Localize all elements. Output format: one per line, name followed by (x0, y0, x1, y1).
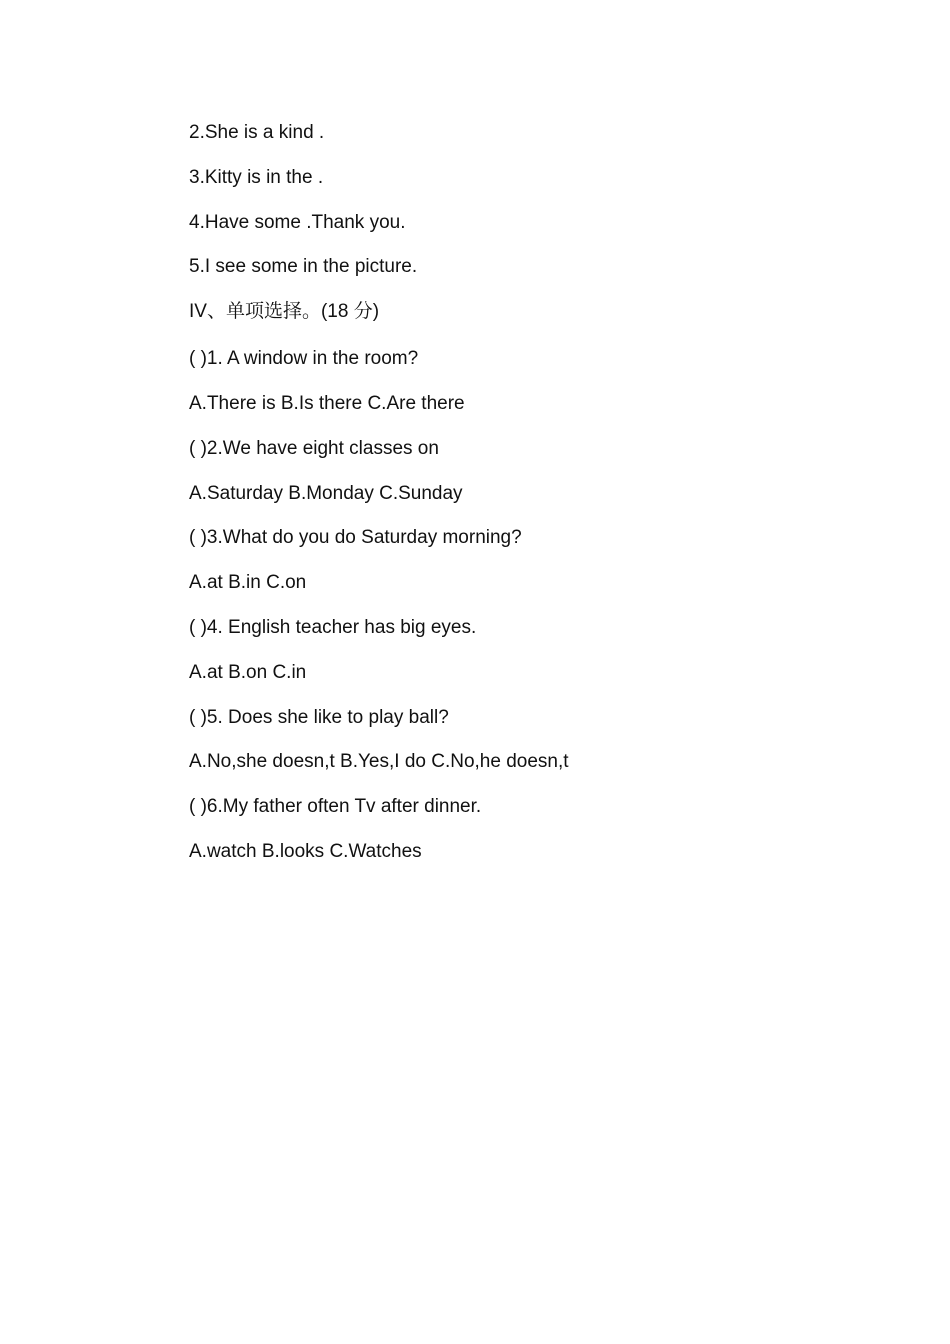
question-3-options: A.at B.in C.on (189, 572, 307, 594)
question-2-options: A.Saturday B.Monday C.Sunday (189, 482, 463, 504)
question-4: ( )4. English teacher has big eyes. (189, 616, 477, 638)
question-6-options: A.watch B.looks C.Watches (189, 840, 422, 862)
question-2: ( )2.We have eight classes on (189, 437, 439, 459)
section-heading-iv: IV、单项选择。(18 分) (189, 301, 380, 323)
question-6: ( )6.My father often Tv after dinner. (189, 796, 482, 818)
question-3: ( )3.What do you do Saturday morning? (189, 527, 522, 549)
question-4-options: A.at B.on C.in (189, 661, 307, 683)
fill-in-item-4: 4.Have some .Thank you. (189, 211, 406, 233)
fill-in-item-5: 5.I see some in the picture. (189, 256, 418, 278)
question-5-options: A.No,she doesn,t B.Yes,I do C.No,he doesn,t (189, 751, 569, 773)
question-5: ( )5. Does she like to play ball? (189, 706, 449, 728)
fill-in-item-2: 2.She is a kind . (189, 122, 325, 143)
question-1: ( )1. A window in the room? (189, 348, 419, 370)
document-body (189, 118, 829, 882)
question-1-options: A.There is B.Is there C.Are there (189, 392, 465, 414)
fill-in-item-3: 3.Kitty is in the . (189, 166, 324, 188)
